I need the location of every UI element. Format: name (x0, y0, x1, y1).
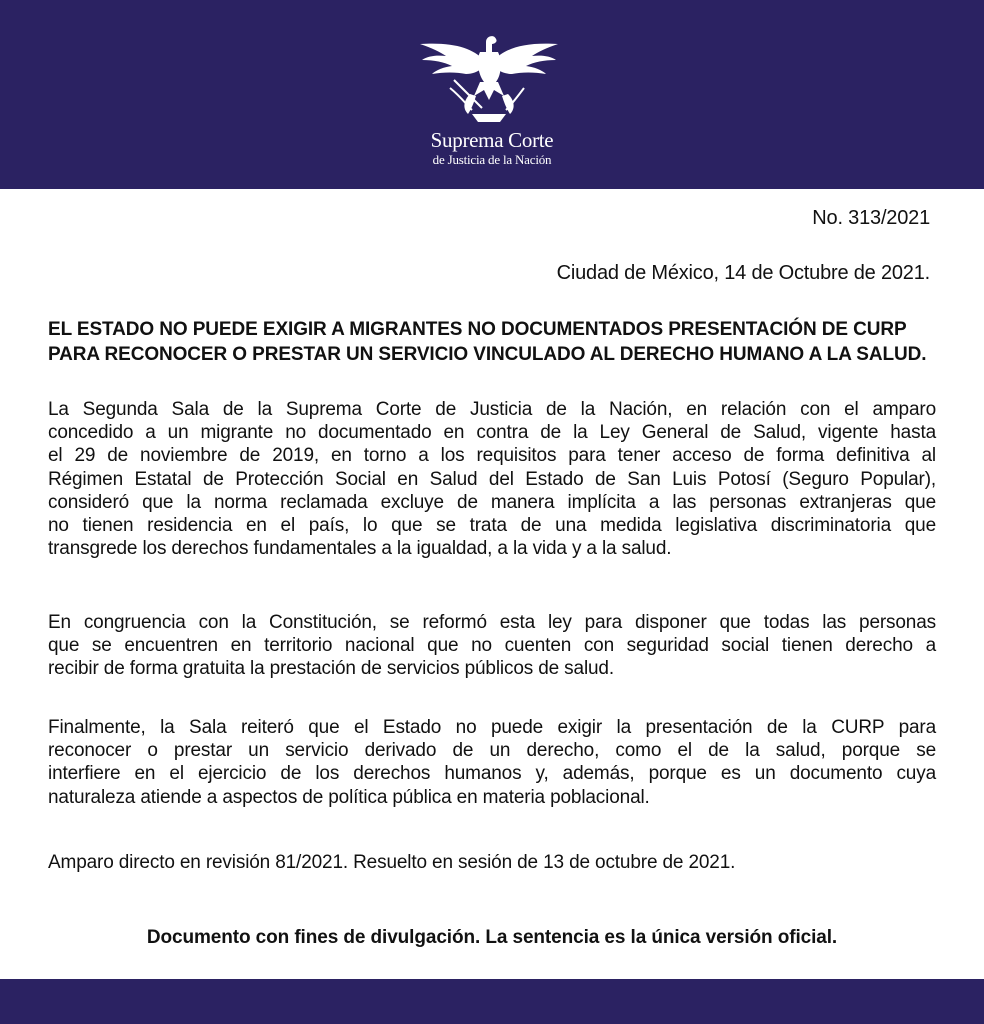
headline-line: EL ESTADO NO PUEDE EXIGIR A MIGRANTES NO DOCUMENTADOS PRESENTACIÓN DE CURP (48, 319, 907, 340)
header-band (0, 0, 984, 189)
org-name: Suprema Corte (430, 128, 554, 152)
paragraph-line: transgrede los derechos fundamentales a la igualdad, a la vida y a la salud. (48, 538, 672, 560)
paragraph-line: concedido a un migrante no documentado en contra de la Ley General de Salud, vigente hasta (48, 422, 936, 444)
footer-band (0, 979, 984, 1024)
paragraph-line: el 29 de noviembre de 2019, en torno a los requisitos para tener acceso de forma definitiva al (48, 445, 936, 467)
document-place-date: Ciudad de México, 14 de Octubre de 2021. (556, 262, 930, 284)
paragraph-line: naturaleza atiende a aspectos de política pública en materia poblacional. (48, 786, 650, 808)
paragraph-line: Amparo directo en revisión 81/2021. Resuelto en sesión de 13 de octubre de 2021. (48, 852, 736, 873)
paragraph-4 (48, 851, 936, 874)
paragraph-line: Finalmente, la Sala reiteró que el Estado no puede exigir la presentación de la CURP para (48, 717, 936, 738)
document-number: No. 313/2021 (812, 207, 930, 229)
paragraph-line: En congruencia con la Constitución, se reformó esta ley para disponer que todas las personas (48, 612, 936, 633)
paragraph-1 (48, 398, 936, 560)
paragraph-line: La Segunda Sala de la Suprema Corte de Justicia de la Nación, en relación con el amparo (48, 399, 936, 420)
paragraph-line: recibir de forma gratuita la prestación de servicios públicos de salud. (48, 658, 614, 680)
headline (48, 317, 936, 367)
paragraph-2 (48, 611, 936, 681)
paragraph-line: que se encuentren en territorio nacional que no cuenten con seguridad social tienen derecho a (48, 635, 936, 657)
paragraph-line: consideró que la norma reclamada excluye de manera implícita a las personas extranjeras que (48, 491, 936, 513)
eagle-emblem-icon (414, 30, 564, 126)
paragraph-line: interfiere en el ejercicio de los derechos humanos y, además, porque es un documento cuya (48, 763, 936, 785)
paragraph-3 (48, 716, 936, 809)
disclaimer: Documento con fines de divulgación. La sentencia es la única versión oficial. (146, 927, 838, 948)
paragraph-line: Régimen Estatal de Protección Social en Salud del Estado de San Luis Potosí (Seguro Popular), (48, 468, 936, 490)
headline-line: PARA RECONOCER O PRESTAR UN SERVICIO VINCULADO AL DERECHO HUMANO A LA SALUD. (48, 344, 927, 365)
paragraph-line: no tienen residencia en el país, lo que se trata de una medida legislativa discriminatoria que (48, 515, 936, 537)
org-subname: de Justicia de la Nación (432, 152, 552, 167)
paragraph-line: reconocer o prestar un servicio derivado de un derecho, como el de la salud, porque se (48, 740, 936, 762)
